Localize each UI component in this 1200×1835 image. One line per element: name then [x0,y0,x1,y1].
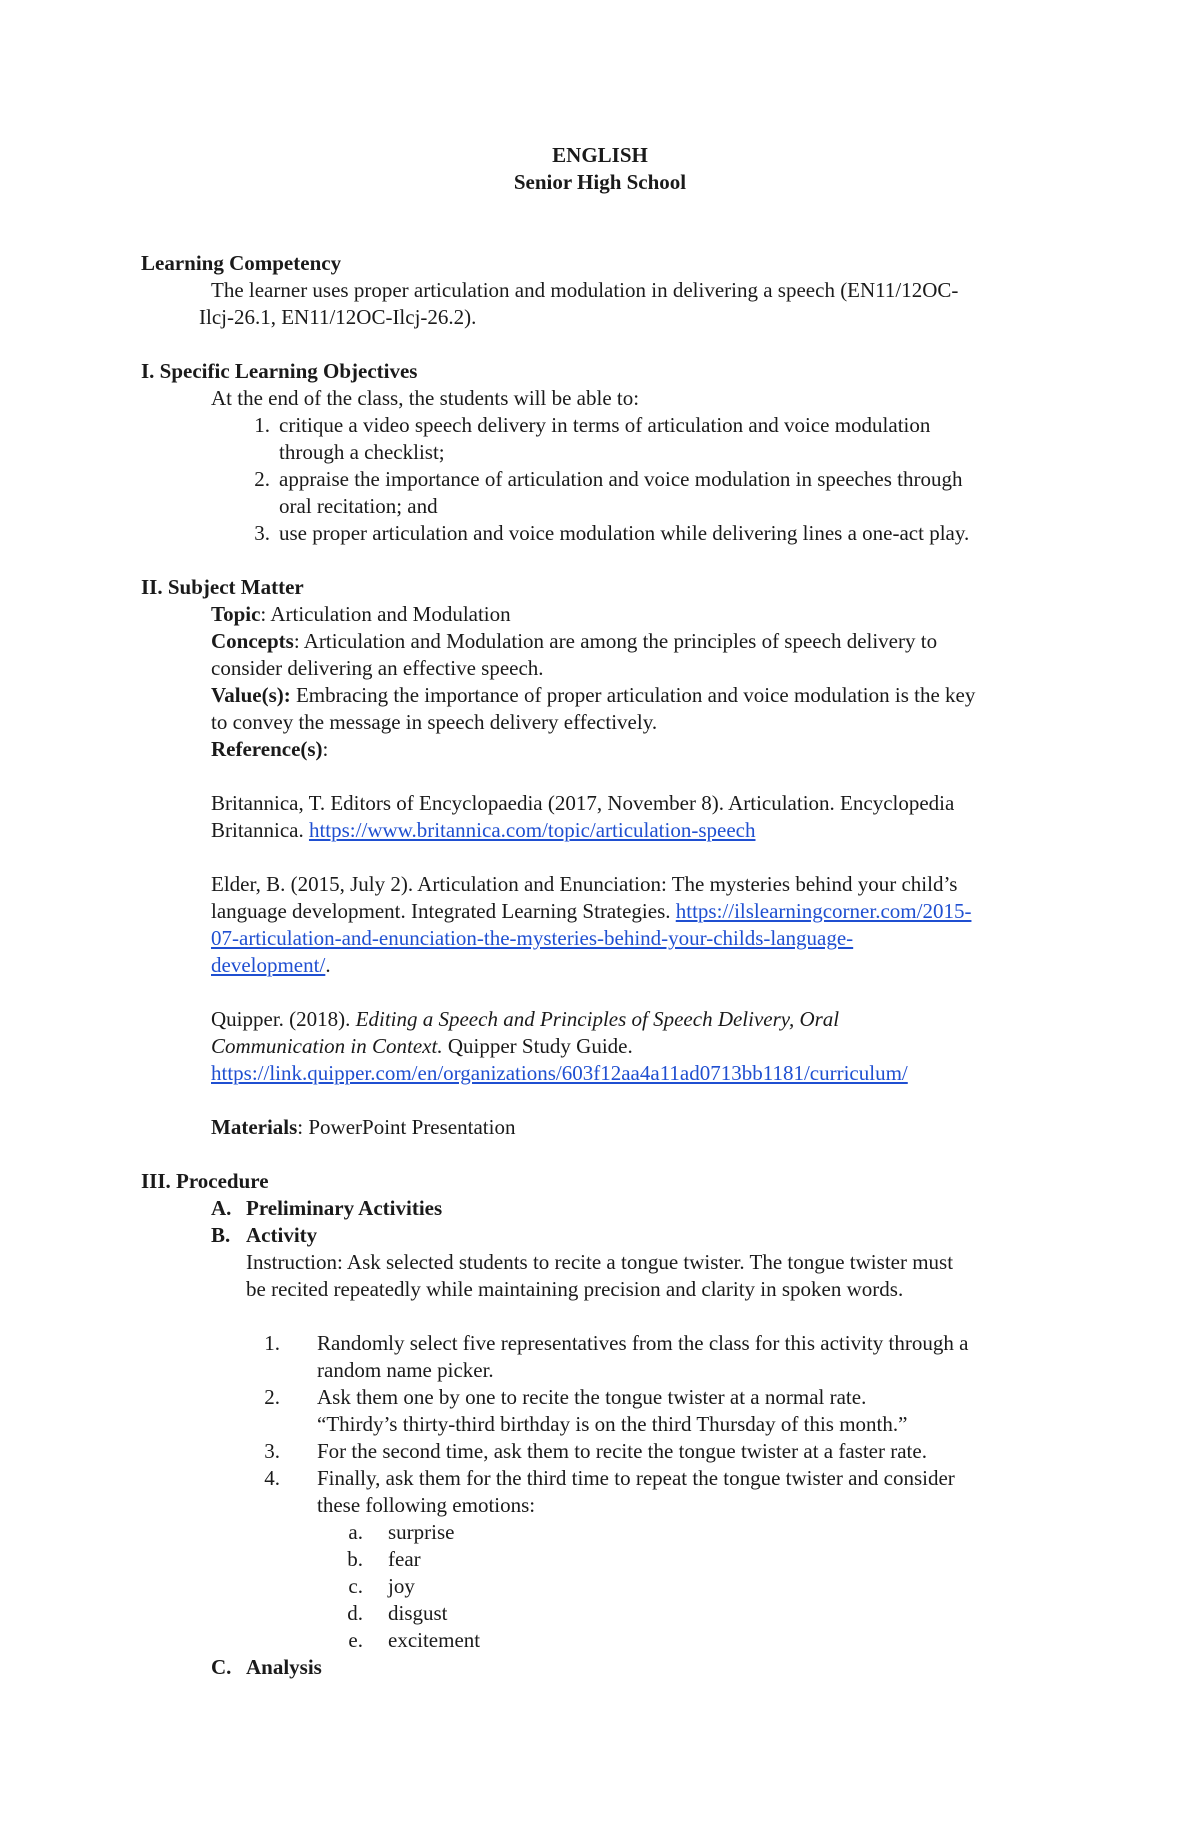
values-text-cont: to convey the message in speech delivery effectively. [211,710,658,734]
emotion-item: excitement [388,1628,481,1652]
objective-item-cont: through a checklist; [279,440,445,464]
materials-line [211,1114,515,1141]
procedure-heading: III. Procedure [141,1169,269,1193]
step-item: Randomly select five representatives from the class for this activity through a [317,1331,969,1355]
reference-3-publisher: Quipper Study Guide. [442,1034,633,1058]
activity-instruction-line2: be recited repeatedly while maintaining precision and clarity in spoken words. [246,1277,904,1301]
step-item: For the second time, ask them to recite the tongue twister at a faster rate. [317,1439,927,1463]
emotion-item: fear [388,1547,421,1571]
emotion-letter: b. [347,1547,363,1571]
subject-heading: II. Subject Matter [141,575,304,599]
procedure-c-title: Analysis [246,1655,322,1679]
reference-1-line1: Britannica, T. Editors of Encyclopaedia (2017, November 8). Articulation. Encyclopedia [211,791,955,815]
emotion-item: disgust [388,1601,448,1625]
materials-value: : PowerPoint Presentation [297,1115,516,1139]
procedure-b-title: Activity [246,1223,318,1247]
objective-number: 3. [254,521,270,545]
step-number: 3. [264,1439,280,1463]
topic-label: Topic [211,602,261,626]
reference-1-text: Britannica. [211,818,309,842]
emotion-letter: d. [347,1601,363,1625]
competency-text-line1: The learner uses proper articulation and modulation in delivering a speech (EN11/12OC- [211,278,959,302]
emotion-item: surprise [388,1520,455,1544]
concepts-text-cont: consider delivering an effective speech. [211,656,544,680]
competency-heading: Learning Competency [141,251,342,275]
objective-item: appraise the importance of articulation and voice modulation in speeches through [279,467,963,491]
topic-line [211,601,511,628]
emotion-letter: a. [348,1520,363,1544]
reference-1-line2 [211,817,755,844]
references-label: Reference(s) [211,737,323,761]
reference-2-line4 [211,952,331,979]
objective-item: use proper articulation and voice modulation while delivering lines a one-act play. [279,521,970,545]
reference-3-title: Editing a Speech and Principles of Speech Delivery, Oral [355,1007,840,1031]
procedure-a-letter: A. [211,1196,232,1220]
step-number: 2. [264,1385,280,1409]
references-colon: : [322,737,329,761]
reference-1-link[interactable]: https://www.britannica.com/topic/articulation-speech [308,818,756,842]
reference-3-line1 [211,1006,839,1033]
reference-2-line2 [211,898,971,925]
procedure-c-letter: C. [211,1655,232,1679]
activity-instruction-line1: Instruction: Ask selected students to recite a tongue twister. The tongue twister must [246,1250,954,1274]
emotion-letter: e. [348,1628,363,1652]
step-number: 4. [264,1466,280,1490]
step-item-cont: “Thirdy’s thirty-third birthday is on the third Thursday of this month.” [317,1412,908,1436]
reference-2-text: language development. Integrated Learning Strategies. [211,899,676,923]
reference-3-link[interactable]: https://link.quipper.com/en/organizations/603f12aa4a11ad0713bb1181/curriculum/ [211,1061,908,1085]
values-line [211,682,975,709]
topic-value: : Articulation and Modulation [260,602,511,626]
reference-3-line3 [211,1060,908,1087]
values-text: Embracing the importance of proper articulation and voice modulation is the key [290,683,976,707]
document-subtitle: Senior High School [513,170,687,194]
references-line [211,736,328,763]
competency-text-line2: Ilcj-26.1, EN11/12OC-Ilcj-26.2). [199,305,477,329]
procedure-b-letter: B. [211,1223,231,1247]
objectives-intro: At the end of the class, the students will be able to: [211,386,640,410]
step-item: Ask them one by one to recite the tongue twister at a normal rate. [317,1385,867,1409]
concepts-text: : Articulation and Modulation are among the principles of speech delivery to [293,629,938,653]
objectives-heading: I. Specific Learning Objectives [141,359,418,383]
reference-2-period: . [325,953,331,977]
emotion-letter: c. [348,1574,363,1598]
objective-item: critique a video speech delivery in terms of articulation and voice modulation [279,413,931,437]
materials-label: Materials [211,1115,298,1139]
step-item-cont: random name picker. [317,1358,494,1382]
emotion-item: joy [388,1574,415,1598]
step-item-cont: these following emotions: [317,1493,536,1517]
objective-item-cont: oral recitation; and [279,494,438,518]
reference-2-link-end[interactable]: development/ [211,953,326,977]
reference-2-link-cont[interactable]: 07-articulation-and-enunciation-the-mysteries-behind-your-childs-language- [211,926,854,950]
reference-2-line1: Elder, B. (2015, July 2). Articulation and Enunciation: The mysteries behind your child’s [211,872,958,896]
objective-number: 2. [254,467,270,491]
reference-3-title-cont: Communication in Context. [211,1034,443,1058]
reference-3-line2 [211,1033,633,1060]
concepts-label: Concepts [211,629,294,653]
document-title: ENGLISH [552,143,648,167]
reference-2-line3 [211,925,853,952]
concepts-line [211,628,937,655]
objective-number: 1. [254,413,270,437]
step-item: Finally, ask them for the third time to repeat the tongue twister and consider [317,1466,955,1490]
reference-2-link[interactable]: https://ilslearningcorner.com/2015- [675,899,972,923]
values-label: Value(s): [211,683,291,707]
step-number: 1. [264,1331,280,1355]
reference-3-author: Quipper. (2018). [211,1007,356,1031]
procedure-a-title: Preliminary Activities [246,1196,443,1220]
